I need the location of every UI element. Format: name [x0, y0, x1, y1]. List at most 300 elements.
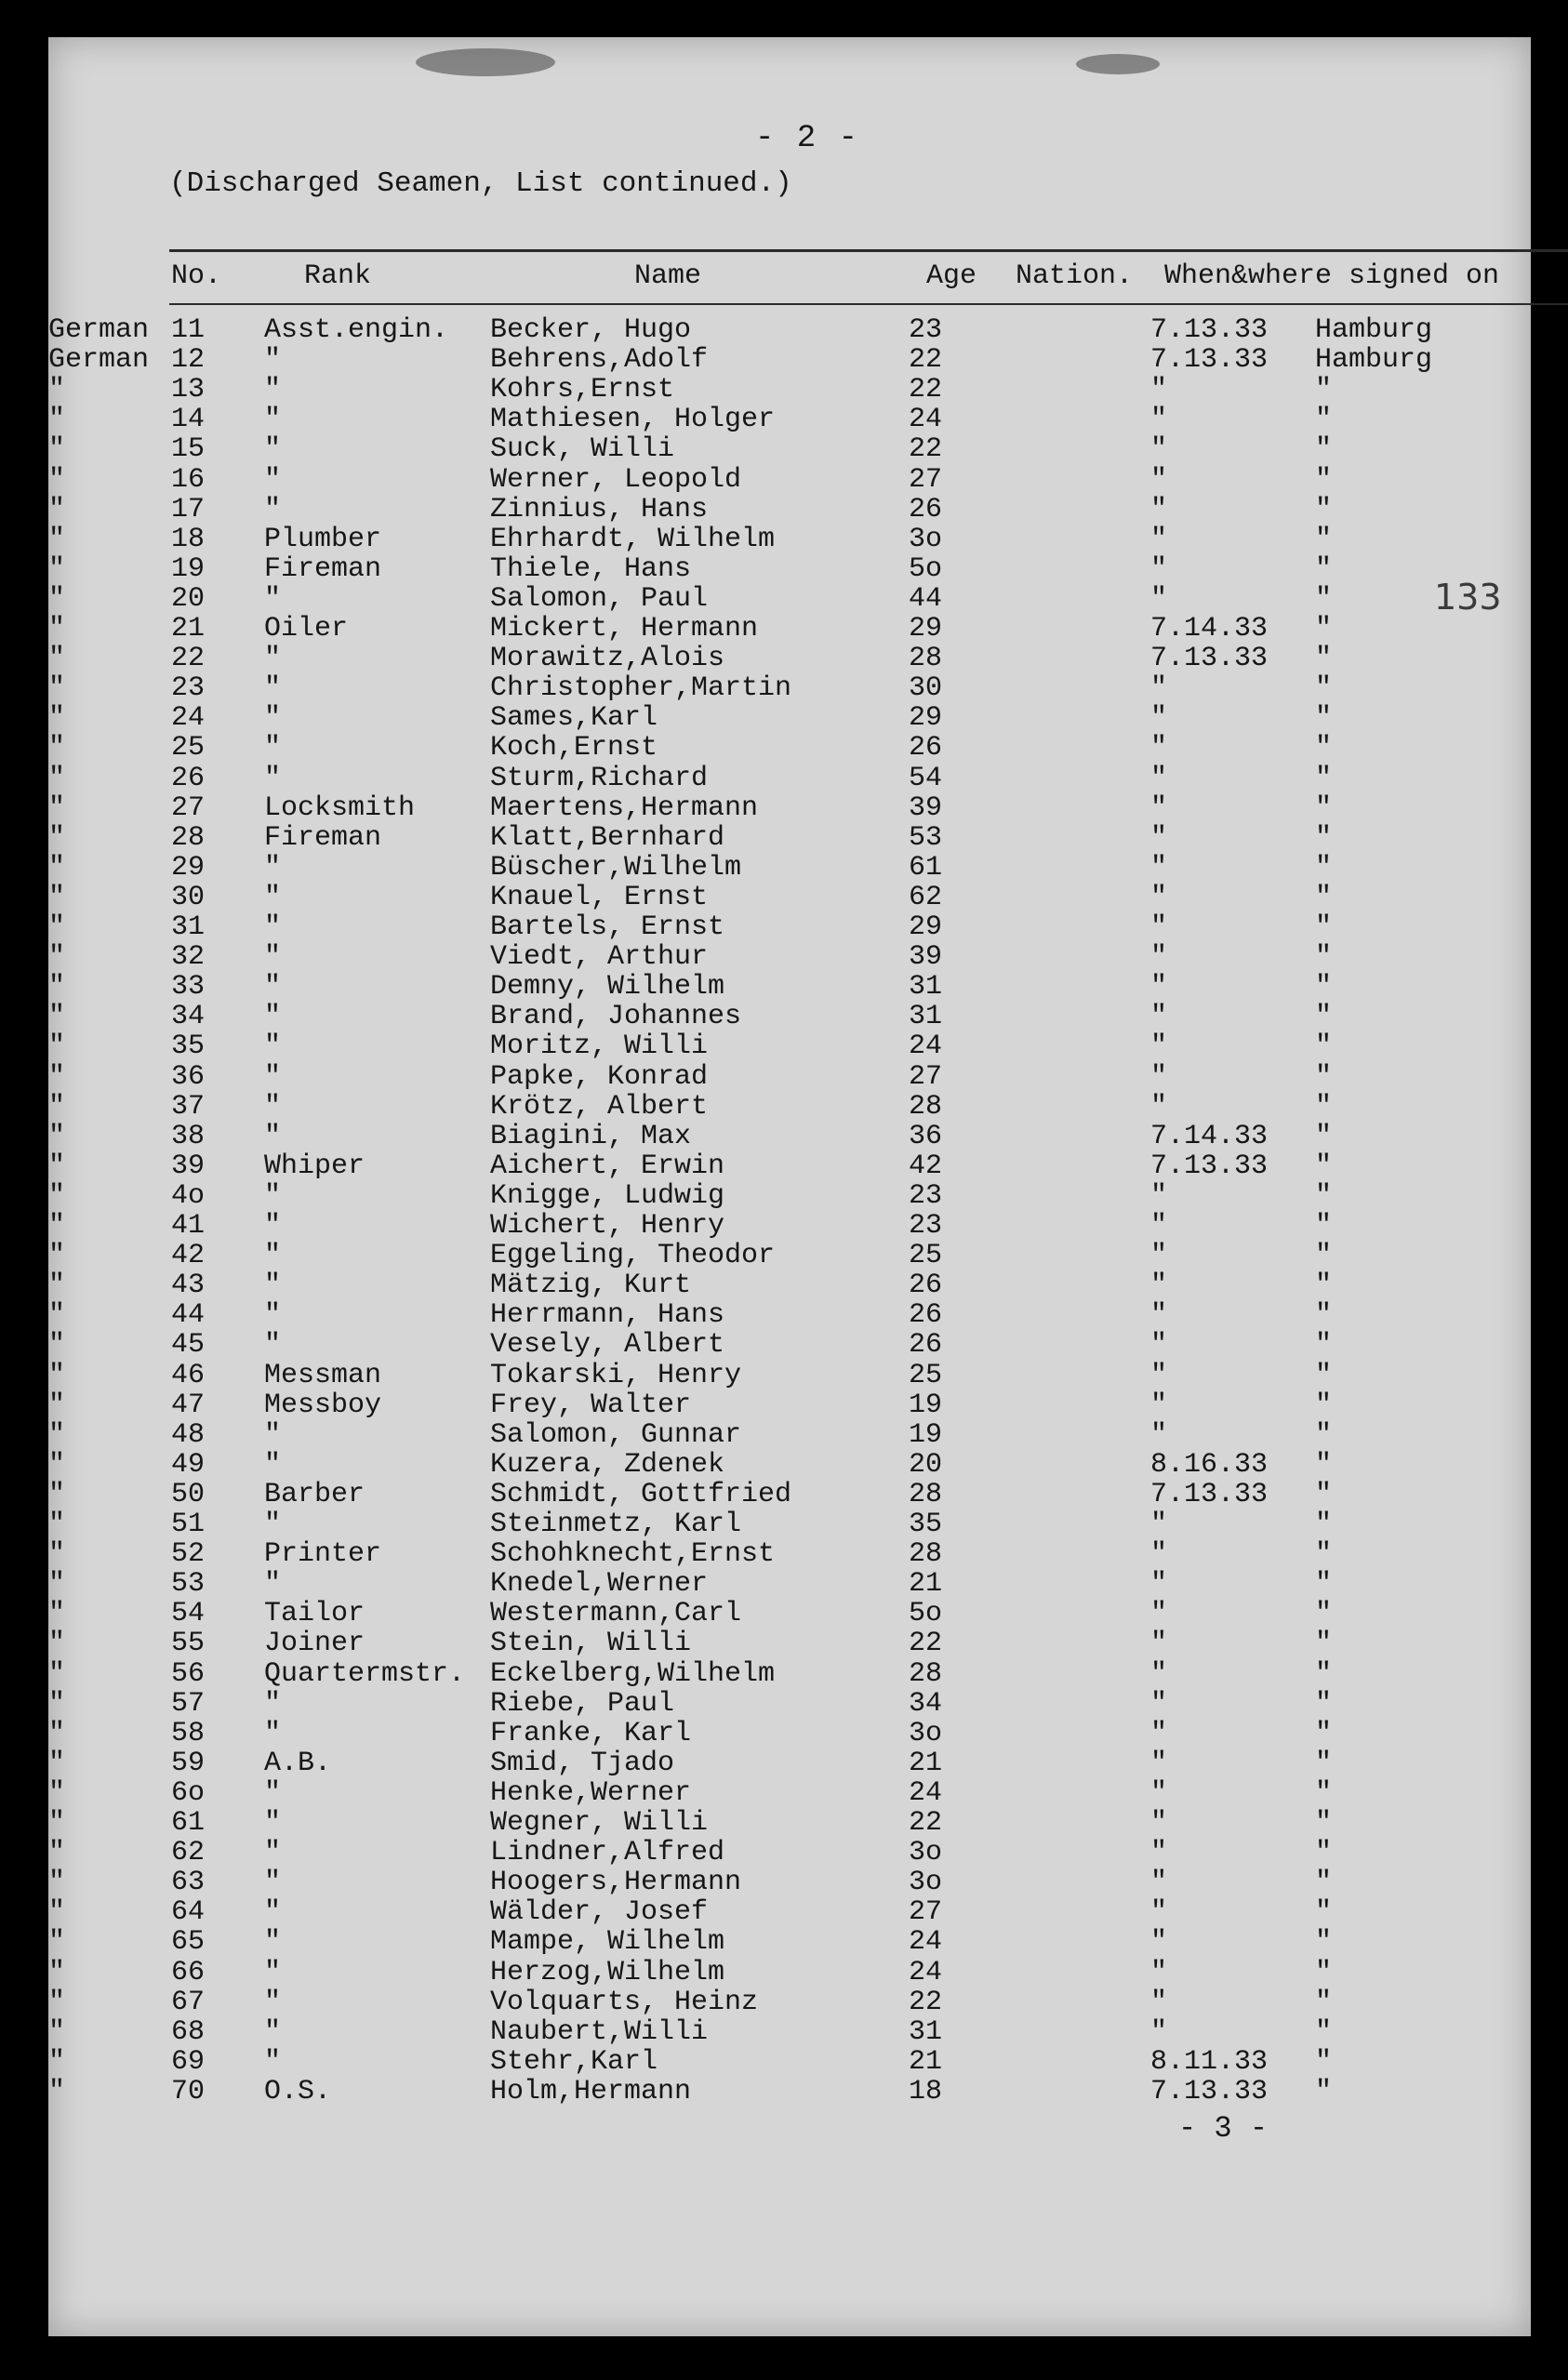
cell-name: Knauel, Ernst — [490, 881, 709, 913]
cell-place: " — [1315, 1926, 1333, 1959]
cell-age: 5o — [909, 552, 943, 585]
table-row — [48, 763, 1531, 792]
cell-rank: " — [264, 881, 282, 913]
cell-place: " — [1315, 1179, 1333, 1212]
cell-rank: Quartermstr. — [264, 1657, 466, 1690]
cell-name: Salomon, Paul — [490, 582, 709, 615]
cell-date: " — [1150, 1657, 1168, 1690]
cell-date: " — [1150, 582, 1168, 615]
cell-name: Morawitz,Alois — [490, 643, 725, 675]
cell-date: " — [1150, 1776, 1168, 1809]
cell-date: " — [1150, 1717, 1168, 1749]
cell-rank: " — [264, 1896, 282, 1929]
cell-place: " — [1315, 1837, 1333, 1869]
cell-no: 61 — [171, 1807, 206, 1839]
cell-nation: " — [48, 1389, 66, 1421]
cell-no: 57 — [171, 1687, 206, 1720]
table-row — [48, 1748, 1531, 1777]
cell-place: " — [1315, 1807, 1333, 1839]
cell-date: " — [1150, 1956, 1168, 1988]
table-row — [48, 882, 1531, 911]
cell-name: Franke, Karl — [490, 1717, 692, 1749]
cell-name: Steinmetz, Karl — [490, 1509, 742, 1540]
cell-age: 21 — [909, 1568, 943, 1601]
cell-date: " — [1150, 1030, 1168, 1063]
cell-age: 53 — [909, 821, 943, 854]
cell-place: " — [1315, 941, 1333, 974]
cell-date: " — [1150, 374, 1168, 406]
cell-rank: " — [264, 732, 282, 765]
cell-no: 6o — [171, 1776, 206, 1809]
cell-no: 52 — [171, 1538, 206, 1571]
cell-age: 28 — [909, 1538, 943, 1571]
cell-age: 24 — [909, 1776, 943, 1809]
table-row — [48, 1688, 1531, 1718]
table-row — [48, 1926, 1531, 1959]
cell-no: 67 — [171, 1986, 206, 2018]
table-row — [48, 524, 1531, 553]
cell-rank: " — [264, 643, 282, 675]
cell-place: " — [1315, 1001, 1333, 1033]
cell-rank: " — [264, 1867, 282, 1899]
cell-date: " — [1150, 1926, 1168, 1959]
cell-nation: " — [48, 1717, 66, 1749]
ink-smudge — [416, 48, 555, 76]
cell-place: " — [1315, 643, 1333, 675]
cell-date: " — [1150, 2015, 1168, 2048]
table-row — [48, 1299, 1531, 1332]
cell-no: 39 — [171, 1150, 206, 1182]
table-row — [48, 911, 1531, 941]
cell-name: Salomon, Gunnar — [490, 1418, 742, 1451]
cell-age: 54 — [909, 762, 943, 794]
cell-name: Knedel,Werner — [490, 1568, 709, 1601]
cell-name: Papke, Konrad — [490, 1060, 709, 1093]
col-header-nation: Nation. — [1016, 260, 1134, 292]
cell-no: 12 — [171, 344, 206, 377]
cell-name: Stehr,Karl — [490, 2045, 658, 2078]
cell-no: 16 — [171, 463, 206, 496]
cell-nation: " — [48, 762, 66, 794]
cell-place: " — [1315, 1478, 1333, 1510]
cell-place: " — [1315, 1598, 1333, 1630]
cell-no: 27 — [171, 791, 206, 824]
cell-rank: " — [264, 1299, 282, 1332]
cell-age: 21 — [909, 1747, 943, 1779]
table-row — [48, 1837, 1531, 1867]
cell-age: 27 — [909, 1060, 943, 1093]
cell-place: " — [1315, 493, 1333, 525]
cell-name: Naubert,Willi — [490, 2015, 709, 2048]
cell-nation: " — [48, 911, 66, 943]
cell-no: 14 — [171, 404, 206, 436]
cell-age: 61 — [909, 851, 943, 884]
col-header-age: Age — [926, 260, 977, 292]
cell-date: " — [1150, 1509, 1168, 1540]
cell-place: " — [1315, 1389, 1333, 1421]
cell-name: Vesely, Albert — [490, 1329, 725, 1362]
cell-age: 39 — [909, 791, 943, 824]
cell-rank: " — [264, 762, 282, 794]
cell-no: 26 — [171, 762, 206, 794]
cell-nation: " — [48, 1687, 66, 1720]
cell-age: 39 — [909, 941, 943, 974]
cell-date: 7.13.33 — [1150, 344, 1269, 377]
cell-nation: " — [48, 1001, 66, 1033]
cell-rank: Messman — [264, 1359, 382, 1391]
cell-place: " — [1315, 821, 1333, 854]
cell-rank: " — [264, 702, 282, 735]
cell-place: " — [1315, 374, 1333, 406]
cell-rank: " — [264, 1090, 282, 1123]
cell-place: " — [1315, 1717, 1333, 1749]
cell-age: 22 — [909, 374, 943, 406]
cell-nation: " — [48, 523, 66, 555]
cell-date: " — [1150, 1270, 1168, 1302]
cell-age: 27 — [909, 463, 943, 496]
cell-name: Bartels, Ernst — [490, 911, 725, 943]
cell-name: Mathiesen, Holger — [490, 404, 776, 436]
cell-rank: " — [264, 582, 282, 615]
cell-nation: " — [48, 1210, 66, 1242]
cell-age: 26 — [909, 1299, 943, 1332]
cell-date: 7.13.33 — [1150, 1478, 1269, 1510]
col-header-name: Name — [634, 260, 702, 292]
cell-age: 26 — [909, 1329, 943, 1362]
cell-age: 20 — [909, 1448, 943, 1481]
table-row — [48, 732, 1531, 765]
cell-name: Volquarts, Heinz — [490, 1986, 759, 2018]
table-row — [48, 1777, 1531, 1807]
table-row — [48, 613, 1531, 643]
table-row — [48, 1121, 1531, 1150]
table-row — [48, 1807, 1531, 1837]
cell-name: Brand, Johannes — [490, 1001, 742, 1033]
cell-place: " — [1315, 2045, 1333, 2078]
cell-no: 41 — [171, 1210, 206, 1242]
cell-age: 24 — [909, 1030, 943, 1063]
cell-date: " — [1150, 1837, 1168, 1869]
cell-nation: " — [48, 1776, 66, 1809]
cell-date: " — [1150, 1568, 1168, 1601]
cell-no: 35 — [171, 1030, 206, 1063]
cell-place: " — [1315, 1867, 1333, 1899]
cell-place: " — [1315, 791, 1333, 824]
cell-place: " — [1315, 613, 1333, 645]
table-row — [48, 2016, 1531, 2046]
cell-rank: " — [264, 404, 282, 436]
cell-name: Wälder, Josef — [490, 1896, 709, 1929]
table-row — [48, 314, 1531, 344]
cell-date: " — [1150, 1090, 1168, 1123]
cell-no: 36 — [171, 1060, 206, 1093]
table-row — [48, 1509, 1531, 1538]
cell-date: " — [1150, 851, 1168, 884]
cell-no: 45 — [171, 1329, 206, 1362]
table-row — [48, 643, 1531, 675]
cell-nation: " — [48, 2045, 66, 2078]
cell-rank: " — [264, 1001, 282, 1033]
cell-place: " — [1315, 851, 1333, 884]
cell-no: 29 — [171, 851, 206, 884]
cell-place: " — [1315, 1270, 1333, 1302]
cell-date: " — [1150, 911, 1168, 943]
cell-age: 27 — [909, 1896, 943, 1929]
cell-no: 68 — [171, 2015, 206, 2048]
col-header-rank: Rank — [304, 260, 372, 292]
cell-nation: " — [48, 1896, 66, 1929]
cell-place: " — [1315, 1687, 1333, 1720]
cell-age: 28 — [909, 1657, 943, 1690]
cell-date: " — [1150, 1896, 1168, 1929]
cell-no: 30 — [171, 881, 206, 913]
cell-place: " — [1315, 2015, 1333, 2048]
cell-date: " — [1150, 493, 1168, 525]
cell-nation: " — [48, 2015, 66, 2048]
cell-name: Büscher,Wilhelm — [490, 851, 742, 884]
cell-place: " — [1315, 433, 1333, 466]
cell-age: 62 — [909, 881, 943, 913]
cell-place: " — [1315, 1030, 1333, 1063]
cell-no: 24 — [171, 702, 206, 735]
cell-name: Thiele, Hans — [490, 552, 692, 585]
cell-no: 28 — [171, 821, 206, 854]
cell-date: " — [1150, 1628, 1168, 1660]
cell-place: Hamburg — [1315, 344, 1433, 377]
cell-age: 36 — [909, 1120, 943, 1152]
cell-rank: Tailor — [264, 1598, 365, 1630]
cell-nation: " — [48, 941, 66, 974]
cell-nation: " — [48, 1359, 66, 1391]
document-page — [48, 37, 1531, 2336]
cell-age: 22 — [909, 1986, 943, 2018]
cell-nation: " — [48, 1030, 66, 1063]
cell-name: Werner, Leopold — [490, 463, 742, 496]
cell-date: " — [1150, 1867, 1168, 1899]
cell-nation: " — [48, 971, 66, 1004]
cell-no: 44 — [171, 1299, 206, 1332]
cell-date: " — [1150, 1359, 1168, 1391]
handwritten-margin-note: 133 — [1434, 577, 1502, 618]
cell-no: 63 — [171, 1867, 206, 1899]
cell-name: Herzog,Wilhelm — [490, 1956, 725, 1988]
cell-rank: " — [264, 493, 282, 525]
table-row — [48, 583, 1531, 613]
cell-nation: " — [48, 1926, 66, 1959]
cell-name: Krötz, Albert — [490, 1090, 709, 1123]
cell-place: " — [1315, 881, 1333, 913]
cell-name: Hoogers,Hermann — [490, 1867, 742, 1899]
table-row — [48, 1329, 1531, 1362]
cell-age: 25 — [909, 1359, 943, 1391]
cell-no: 23 — [171, 672, 206, 705]
cell-age: 35 — [909, 1509, 943, 1540]
table-row — [48, 822, 1531, 852]
table-row — [48, 1091, 1531, 1121]
cell-no: 54 — [171, 1598, 206, 1630]
table-row — [48, 1001, 1531, 1033]
cell-no: 58 — [171, 1717, 206, 1749]
cell-nation: " — [48, 1657, 66, 1690]
ink-smudge — [1076, 54, 1160, 74]
cell-age: 44 — [909, 582, 943, 615]
cell-place: " — [1315, 1418, 1333, 1451]
table-row — [48, 1210, 1531, 1240]
cell-name: Ehrhardt, Wilhelm — [490, 523, 776, 555]
cell-rank: " — [264, 1418, 282, 1451]
cell-age: 22 — [909, 433, 943, 466]
cell-rank: " — [264, 1776, 282, 1809]
table-row — [48, 1479, 1531, 1509]
cell-nation: " — [48, 851, 66, 884]
cell-place: " — [1315, 1448, 1333, 1481]
cell-no: 69 — [171, 2045, 206, 2078]
table-row — [48, 1598, 1531, 1628]
cell-age: 28 — [909, 643, 943, 675]
cell-name: Biagini, Max — [490, 1120, 692, 1152]
table-row — [48, 1360, 1531, 1389]
cell-age: 28 — [909, 1090, 943, 1123]
cell-date: " — [1150, 1687, 1168, 1720]
table-row — [48, 553, 1531, 583]
cell-place: " — [1315, 971, 1333, 1004]
cell-place: " — [1315, 523, 1333, 555]
table-row — [48, 1449, 1531, 1479]
cell-no: 51 — [171, 1509, 206, 1540]
cell-no: 65 — [171, 1926, 206, 1959]
cell-rank: " — [264, 2015, 282, 2048]
table-row — [48, 1628, 1531, 1660]
cell-nation: " — [48, 1060, 66, 1093]
cell-rank: Plumber — [264, 523, 382, 555]
cell-no: 53 — [171, 1568, 206, 1601]
cell-age: 42 — [909, 1150, 943, 1182]
cell-nation: " — [48, 1329, 66, 1362]
cell-age: 19 — [909, 1389, 943, 1421]
table-row — [48, 1180, 1531, 1210]
table-row — [48, 1150, 1531, 1180]
table-row — [48, 374, 1531, 404]
cell-date: 8.16.33 — [1150, 1448, 1269, 1481]
cell-nation: " — [48, 582, 66, 615]
cell-rank: " — [264, 1717, 282, 1749]
cell-date: " — [1150, 1210, 1168, 1242]
cell-no: 22 — [171, 643, 206, 675]
cell-date: " — [1150, 463, 1168, 496]
cell-name: Wegner, Willi — [490, 1807, 709, 1839]
cell-rank: Asst.engin. — [264, 314, 449, 346]
cell-nation: " — [48, 1956, 66, 1988]
cell-name: Viedt, Arthur — [490, 941, 709, 974]
cell-age: 3o — [909, 1717, 943, 1749]
cell-rank: Printer — [264, 1538, 382, 1571]
cell-age: 3o — [909, 1837, 943, 1869]
cell-nation: " — [48, 1568, 66, 1601]
table-row — [48, 1896, 1531, 1929]
cell-name: Stein, Willi — [490, 1628, 692, 1660]
cell-nation: " — [48, 1120, 66, 1152]
cell-age: 26 — [909, 493, 943, 525]
cell-name: Holm,Hermann — [490, 2075, 692, 2107]
cell-rank: " — [264, 1240, 282, 1272]
cell-age: 34 — [909, 1687, 943, 1720]
cell-place: " — [1315, 552, 1333, 585]
cell-place: " — [1315, 1329, 1333, 1362]
cell-date: " — [1150, 791, 1168, 824]
cell-nation: " — [48, 404, 66, 436]
cell-rank: Whiper — [264, 1150, 365, 1182]
cell-name: Frey, Walter — [490, 1389, 692, 1421]
cell-name: Lindner,Alfred — [490, 1837, 725, 1869]
cell-age: 25 — [909, 1240, 943, 1272]
cell-place: " — [1315, 911, 1333, 943]
header-rule — [169, 303, 1568, 305]
cell-rank: " — [264, 1270, 282, 1302]
cell-date: " — [1150, 702, 1168, 735]
cell-age: 18 — [909, 2075, 943, 2107]
table-row — [48, 1658, 1531, 1688]
cell-date: " — [1150, 971, 1168, 1004]
cell-no: 21 — [171, 613, 206, 645]
table-row — [48, 344, 1531, 377]
cell-rank: " — [264, 1956, 282, 1988]
cell-date: " — [1150, 1179, 1168, 1212]
col-header-no: No. — [171, 260, 222, 292]
cell-name: Schmidt, Gottfried — [490, 1478, 792, 1510]
cell-name: Mickert, Hermann — [490, 613, 759, 645]
cell-place: " — [1315, 1150, 1333, 1182]
table-row — [48, 404, 1531, 436]
cell-name: Maertens,Hermann — [490, 791, 759, 824]
cell-rank: " — [264, 1179, 282, 1212]
cell-name: Riebe, Paul — [490, 1687, 675, 1720]
cell-nation: " — [48, 1179, 66, 1212]
cell-no: 31 — [171, 911, 206, 943]
cell-nation: " — [48, 2075, 66, 2107]
cell-age: 29 — [909, 613, 943, 645]
cell-nation: " — [48, 613, 66, 645]
cell-rank: " — [264, 911, 282, 943]
cell-place: " — [1315, 1210, 1333, 1242]
cell-date: " — [1150, 1986, 1168, 2018]
cell-nation: " — [48, 1270, 66, 1302]
list-subtitle: (Discharged Seamen, List continued.) — [169, 167, 792, 200]
cell-age: 3o — [909, 523, 943, 555]
cell-nation: " — [48, 1299, 66, 1332]
cell-rank: Messboy — [264, 1389, 382, 1421]
cell-date: 7.14.33 — [1150, 1120, 1269, 1152]
cell-date: 7.13.33 — [1150, 2075, 1269, 2107]
cell-name: Zinnius, Hans — [490, 493, 709, 525]
cell-rank: " — [264, 1210, 282, 1242]
cell-name: Koch,Ernst — [490, 732, 658, 765]
cell-rank: " — [264, 374, 282, 406]
cell-date: " — [1150, 1418, 1168, 1451]
cell-nation: " — [48, 1509, 66, 1540]
cell-rank: " — [264, 1687, 282, 1720]
cell-date: " — [1150, 732, 1168, 765]
cell-no: 42 — [171, 1240, 206, 1272]
cell-no: 47 — [171, 1389, 206, 1421]
cell-nation: " — [48, 821, 66, 854]
table-row — [48, 1867, 1531, 1899]
cell-no: 43 — [171, 1270, 206, 1302]
col-header-when-where: When&where signed on — [1164, 260, 1500, 292]
cell-age: 31 — [909, 971, 943, 1004]
next-page-marker: - 3 - — [1178, 2111, 1269, 2146]
cell-place: " — [1315, 1299, 1333, 1332]
cell-age: 24 — [909, 1956, 943, 1988]
